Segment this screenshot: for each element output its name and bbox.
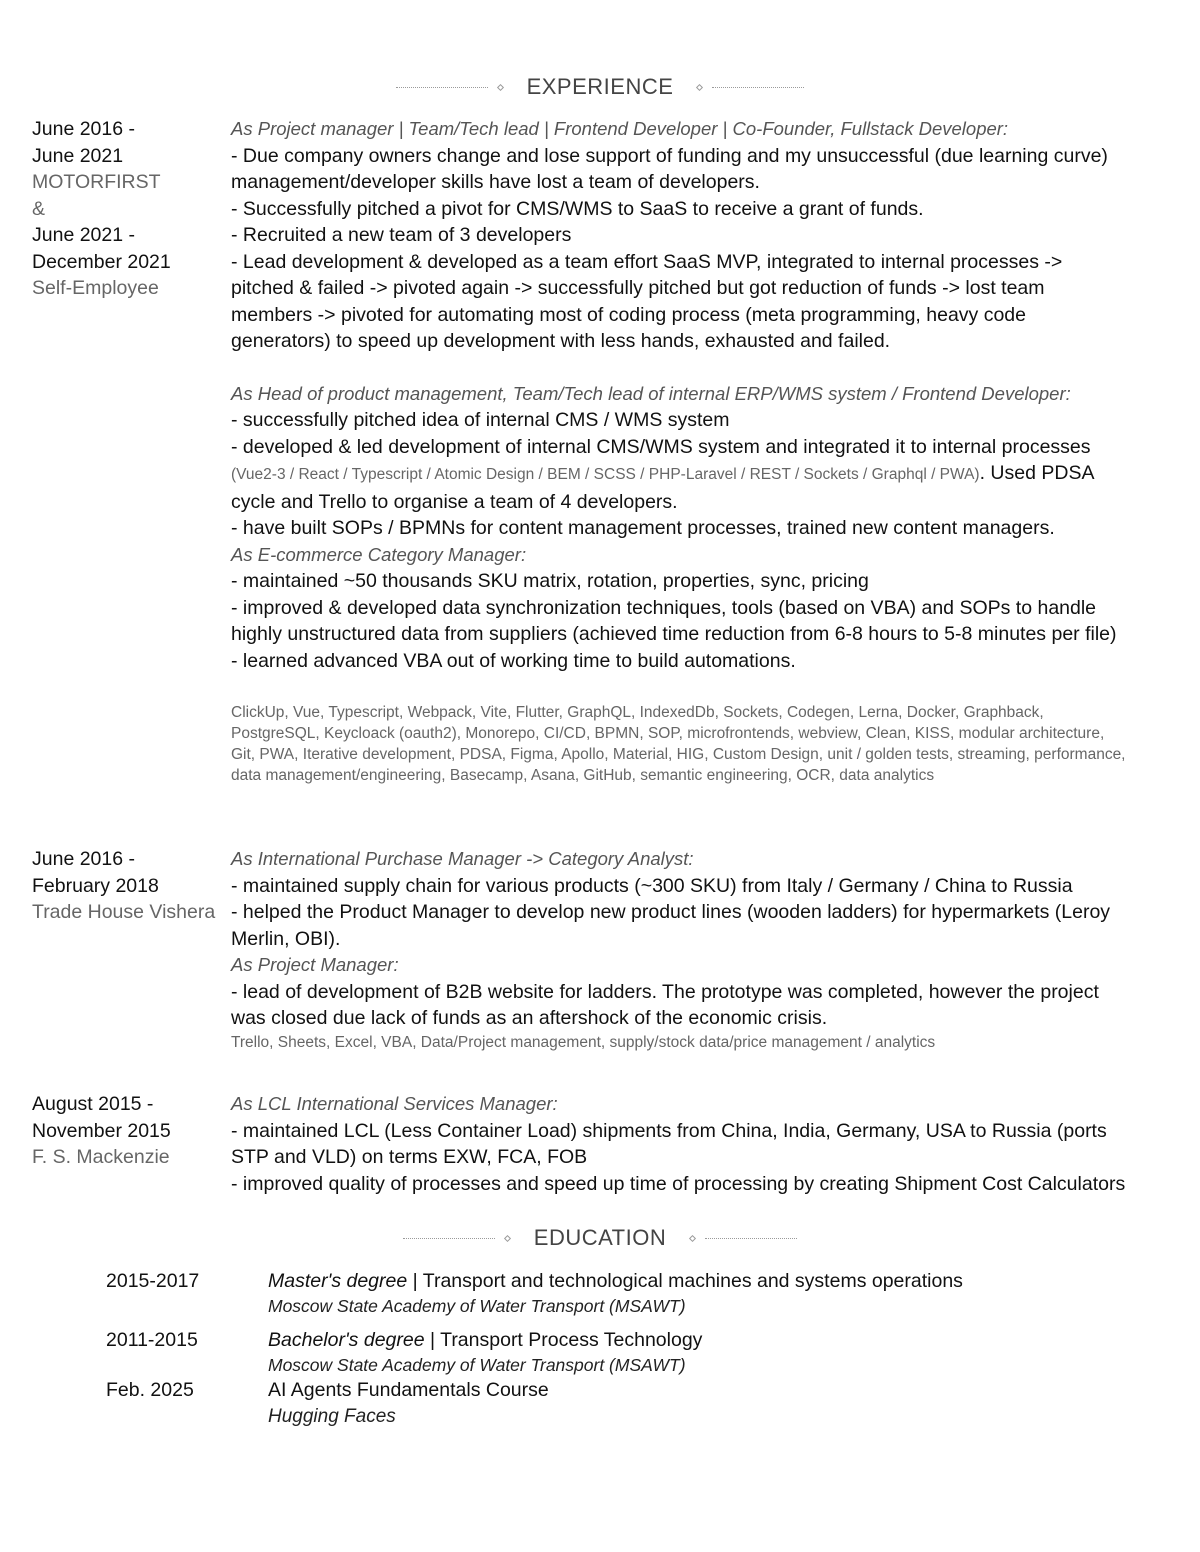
education-years: 2011-2015 (106, 1329, 198, 1351)
company-name: F. S. Mackenzie (32, 1146, 170, 1168)
experience-header (0, 74, 1200, 100)
degree-title: Master's degree (268, 1270, 408, 1292)
education-details (268, 1377, 1168, 1430)
entry-dates (32, 116, 227, 302)
entry-dates (32, 1091, 227, 1171)
role-title: As Project Manager: (231, 954, 399, 975)
header-rule-left (403, 1238, 495, 1239)
course-title: AI Agents Fundamentals Course (268, 1379, 549, 1401)
education-years: Feb. 2025 (106, 1379, 194, 1401)
degree-field: | Transport and technological machines and systems operations (407, 1270, 963, 1292)
diamond-ornament-icon (689, 1234, 696, 1241)
role-title: As International Purchase Manager -> Category Analyst: (231, 848, 694, 869)
bullet-line: - successfully pitched idea of internal CMS / WMS system (231, 409, 730, 431)
degree-title: Bachelor's degree (268, 1329, 425, 1351)
date-end: February 2018 (32, 874, 159, 897)
school-name: Hugging Faces (268, 1406, 396, 1427)
bullet-line: - improved quality of processes and speed up time of processing by creating Shipment Cost Calculators (231, 1172, 1126, 1195)
education-details (268, 1268, 1168, 1318)
bullet-line: - helped the Product Manager to develop new product lines (wooden ladders) for hypermarkets (Leroy Merlin, OBI). (231, 901, 1111, 950)
bullet-line: - improved & developed data synchronization techniques, tools (based on VBA) and SOPs to handle highly unstructured data from suppliers (achieved time reduction from 6-8 hours to 5-8 minutes per file) (231, 596, 1117, 645)
entry-details (231, 1091, 1126, 1197)
company-name: Self-Employee (32, 277, 159, 299)
inline-tech-stack: (Vue2-3 / React / Typescript / Atomic Design / BEM / SCSS / PHP-Laravel / REST / Sockets / Graphql / PWA) (231, 466, 980, 483)
role-title: As LCL International Services Manager: (231, 1093, 558, 1114)
company-separator: & (32, 197, 46, 220)
bullet-line: - have built SOPs / BPMNs for content management processes, trained new content managers. (231, 517, 1055, 539)
bullet-line: - lead of development of B2B website for ladders. The prototype was completed, however the project was closed due lack of funds as an aftershock of the economic crisis. (231, 980, 1099, 1029)
date-end: June 2021 (32, 144, 124, 167)
diamond-ornament-icon (504, 1234, 511, 1241)
header-rule-right (712, 87, 804, 88)
bullet-line: - maintained LCL (Less Container Load) shipments from China, India, Germany, USA to Russia (ports STP and VLD) on terms EXW, FCA, FOB (231, 1119, 1107, 1168)
diamond-ornament-icon (497, 83, 504, 90)
tech-stack: Trello, Sheets, Excel, VBA, Data/Project management, supply/stock data/price management / analytics (231, 1033, 936, 1051)
company-name: MOTORFIRST (32, 171, 161, 193)
bullet-line: - maintained supply chain for various products (~300 SKU) from Italy / Germany / China to Russia (231, 874, 1073, 897)
header-rule-left (396, 87, 488, 88)
role-title: As Project manager | Team/Tech lead | Frontend Developer | Co-Founder, Fullstack Developer: (231, 118, 1009, 139)
bullet-line: - Recruited a new team of 3 developers (231, 224, 572, 246)
role-title: As E-commerce Category Manager: (231, 543, 527, 565)
role-title: As Head of product management, Team/Tech lead of internal ERP/WMS system / Frontend Developer: (231, 382, 1071, 404)
date-start: June 2021 - (32, 224, 135, 246)
bullet-line (231, 434, 1126, 516)
entry-details (231, 116, 1126, 786)
date-start: June 2016 - (32, 118, 135, 140)
bullet-line: - Successfully pitched a pivot for CMS/WMS to SaaS to receive a grant of funds. (231, 197, 924, 220)
bullet-text: - developed & led development of internal CMS/WMS system and integrated it to internal processes (231, 435, 1091, 458)
company-name: Trade House Vishera (32, 901, 216, 923)
date-start: August 2015 - (32, 1093, 154, 1115)
bullet-line: - Due company owners change and lose support of funding and my unsuccessful (due learning curve) management/developer skills have lost a team of developers. (231, 144, 1108, 193)
tech-stack: ClickUp, Vue, Typescript, Webpack, Vite, Flutter, GraphQL, IndexedDb, Sockets, Codegen, Lerna, Docker, Graphback, PostgreSQL, Keycloack (oauth2), Monorepo, CI/CD, BPMN, SOP, microfrontends, webview, Clean, KISS, modular architecture, Git, PWA, Iterative development, PDSA, Figma, Apollo, Material, HIG, Custom Design, unit / golden tests, streaming, performance, data management/engineering, Basecamp, Asana, GitHub, semantic engineering, OCR, data analytics (231, 704, 1126, 784)
bullet-line: - learned advanced VBA out of working time to build automations. (231, 649, 796, 672)
date-end: December 2021 (32, 250, 171, 273)
bullet-text: . Used PDSA cycle and Trello to organise a team of 4 developers. (231, 462, 1094, 513)
date-end: November 2015 (32, 1119, 171, 1142)
degree-field: | Transport Process Technology (424, 1329, 703, 1351)
education-header (0, 1225, 1200, 1251)
date-start: June 2016 - (32, 848, 135, 870)
section-title-experience: EXPERIENCE (526, 74, 674, 99)
entry-dates (32, 846, 227, 926)
entry-details (231, 846, 1126, 1053)
education-details (268, 1327, 1168, 1377)
diamond-ornament-icon (696, 83, 703, 90)
header-rule-right (705, 1238, 797, 1239)
school-name: Moscow State Academy of Water Transport (MSAWT) (268, 1296, 686, 1316)
education-years: 2015-2017 (106, 1270, 200, 1292)
bullet-line: - maintained ~50 thousands SKU matrix, rotation, properties, sync, pricing (231, 570, 869, 592)
school-name: Moscow State Academy of Water Transport (MSAWT) (268, 1355, 686, 1375)
bullet-line: - Lead development & developed as a team effort SaaS MVP, integrated to internal processes -> pitched & failed -> pivoted again -> successfully pitched but got reduction of funds -> lost team members -> pivoted for automating most of coding process (meta programming, heavy code generators) to speed up development with less hands, exhausted and failed. (231, 250, 1063, 352)
section-title-education: EDUCATION (533, 1225, 667, 1250)
